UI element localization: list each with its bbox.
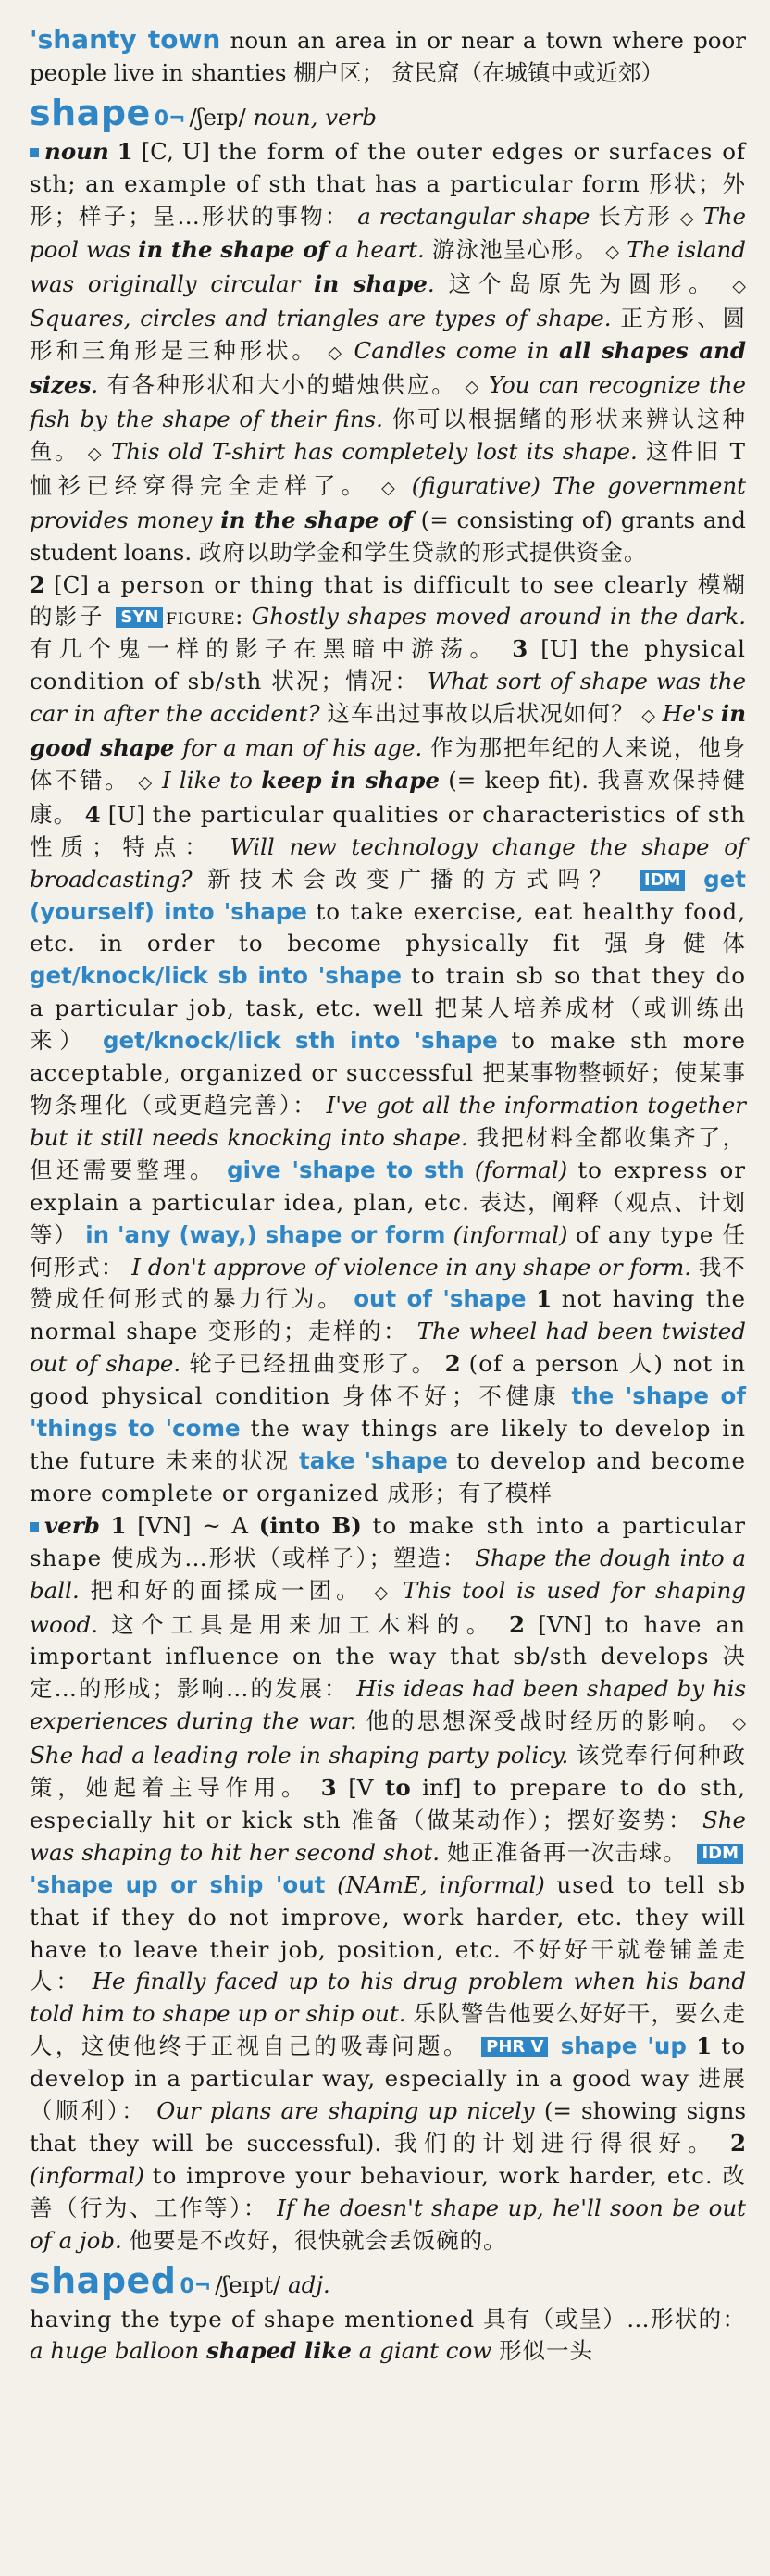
sense-number: 1: [110, 1511, 127, 1539]
example-translation: 你可以根据鳍的形状来辨认这种鱼。: [30, 405, 746, 465]
register-label: (formal): [474, 1156, 568, 1183]
example: Ghostly shapes moved around in the dark.: [251, 603, 747, 631]
grammar-code: [U]: [540, 635, 578, 663]
gloss: (= keep fit).: [439, 766, 590, 794]
idiom-definition: to take exercise, eat healthy food, etc. in order to become physically fit 强身健体: [30, 897, 747, 957]
square-bullet-icon: [30, 1522, 39, 1532]
syn-label: SYN: [116, 607, 163, 628]
example-translation: 我喜欢保持健康。: [30, 766, 747, 828]
example: You can recognize the fish by the shape of their fins.: [30, 371, 746, 432]
grammar-code: [V to inf]: [348, 1774, 462, 1802]
definition: the form of the outer edges or surfaces of sth; an example of sth that has a particular form 形状；外形；样子；呈…形状的事物：: [30, 137, 747, 230]
example: The government provides money in the shape of: [30, 471, 746, 533]
idiom-definition: to make sth more acceptable, organized or successful 把某事物整顿好；使某事物条理化（或更趋完善）：: [30, 1027, 746, 1119]
sense-number: 1: [536, 1285, 553, 1313]
idiom: get/knock/lick sb into 'shape: [30, 962, 402, 990]
example: I've got all the information together but it still needs knocking into shape.: [30, 1092, 746, 1151]
idiom-definition: of any type 任何形式：: [30, 1220, 747, 1281]
idiom: 'shape up or ship 'out: [30, 1870, 326, 1898]
example: a huge balloon shaped like a giant cow: [30, 2337, 492, 2365]
gloss: (= showing signs that they will be successful).: [30, 2097, 747, 2157]
example-translation: 有各种形状和大小的蜡烛供应。: [106, 371, 457, 399]
idiom: in 'any (way,) shape or form: [85, 1220, 446, 1248]
sense-number: 2: [508, 1610, 526, 1638]
diamond-icon: ◇: [732, 276, 747, 297]
example-translation: 我把材料全都收集齐了，但还需要整理。: [30, 1123, 746, 1183]
idiom: out of 'shape: [354, 1285, 527, 1313]
grammar-code: [VN] ~ A: [137, 1511, 249, 1539]
idm-label: IDM: [697, 1844, 743, 1864]
pronunciation: /ʃeɪp/: [189, 103, 246, 131]
pos-label-verb: verb: [44, 1511, 100, 1539]
example: The wheel had been twisted out of shape.: [30, 1318, 746, 1378]
phrasal-definition: to develop in a particular way, especially in a good way 进展（顺利）：: [30, 2032, 747, 2125]
pronunciation: /ʃeɪpt/: [215, 2270, 281, 2298]
part-of-speech: adj.: [288, 2270, 330, 2298]
example-translation: 这车出过事故以后状况如何？: [327, 700, 635, 728]
example: The island was originally circular in shape.: [30, 236, 746, 298]
diamond-icon: ◇: [641, 706, 656, 727]
example-translation: 这个岛原先为圆形。: [448, 270, 719, 298]
example-translation: 该党奉行何种政策，她起着主导作用。: [30, 1742, 746, 1802]
grammar-preposition: (into B): [258, 1511, 362, 1539]
grammar-code: [U]: [107, 800, 145, 828]
example: Candles come in all shapes and sizes.: [30, 337, 747, 399]
idiom-definition: to train sb so that they do a particular job, task, etc. well 把某人培养成材（或训练出来）: [30, 962, 747, 1055]
sense-number: 4: [84, 800, 101, 828]
example-translation: 有几个鬼一样的影子在黑暗中游荡。: [30, 635, 500, 663]
entry-shape: [30, 92, 746, 136]
definition: to have an important influence on the way that sb/sth develops 决定…的形成；影响…的发展：: [30, 1610, 746, 1703]
register-label: (informal): [453, 1220, 568, 1248]
sense-number: 2: [444, 1350, 461, 1378]
example-translation: 游泳池呈心形。: [431, 236, 599, 264]
grammar-code: [C, U]: [141, 137, 210, 165]
definition: the physical condition of sb/sth 状况；情况：: [30, 635, 747, 695]
definition: a person or thing that is difficult to see clearly 模糊的影子: [30, 570, 746, 631]
idiom-definition: to develop and become more complete or organized 成形；有了模样: [30, 1446, 746, 1507]
example: The pool was in the shape of a heart.: [30, 202, 747, 264]
phrasal-definition: to improve your behaviour, work harder, etc. 改善（行为、工作等）：: [30, 2161, 746, 2221]
sense-number: 3: [512, 635, 528, 663]
diamond-icon: ◇: [605, 242, 620, 263]
example: What sort of shape was the car in after the accident?: [30, 668, 747, 728]
register-label: (NAmE, informal): [337, 1870, 545, 1898]
example: If he doesn't shape up, he'll soon be out of a job.: [30, 2194, 746, 2254]
diamond-icon: ◇: [374, 1582, 392, 1603]
definition: to make sth into a particular shape 使成为…形状（或样子）；塑造：: [30, 1511, 746, 1571]
example: Shape the dough into a ball.: [30, 1544, 747, 1604]
example: He finally faced up to his drug problem when his band told him to shape up or ship out.: [30, 1968, 747, 2028]
example-translation: 我们的计划进行得很好。: [394, 2130, 717, 2157]
example-translation: 他要是不改好，很快就会丢饭碗的。: [129, 2226, 507, 2254]
gloss: (= consisting of) grants and student loans.: [30, 506, 746, 566]
sense-number: 2: [30, 570, 46, 598]
example: He's in good shape for a man of his age.: [30, 700, 747, 762]
example: Will new technology change the shape of broadcasting?: [30, 832, 747, 893]
example: Our plans are shaping up nicely: [156, 2097, 535, 2125]
example-translation: 这个工具是用来加工木料的。: [111, 1610, 496, 1638]
verb-block: [30, 1510, 746, 2257]
diamond-icon: ◇: [328, 343, 344, 364]
example-translation: 这件旧 T 恤衫已经穿得完全走样了。: [30, 437, 746, 499]
definition: to prepare to do sth, especially hit or kick sth 准备（做某动作）；摆好姿势：: [30, 1774, 747, 1833]
headword: shaped: [30, 2259, 177, 2301]
example-translation: 我不赞成任何形式的暴力行为。: [30, 1253, 746, 1313]
register-label: (figurative): [411, 471, 540, 499]
example-translation: 作为那把年纪的人来说，他身体不错。: [30, 734, 746, 794]
diamond-icon: ◇: [679, 207, 695, 229]
example-translation: 长方形: [598, 202, 672, 230]
entry-shanty-town: [30, 24, 746, 90]
idiom: take 'shape: [299, 1446, 448, 1474]
definition: having the type of shape mentioned 具有（或呈）…形状的：: [30, 2305, 746, 2332]
example: I don't approve of violence in any shape or form.: [131, 1253, 692, 1281]
example: a rectangular shape: [357, 202, 590, 230]
part-of-speech: noun, verb: [253, 103, 377, 131]
example-translation: 政府以助学金和学生贷款的形式提供资金。: [198, 538, 648, 566]
phrv-label: PHR V: [481, 2037, 548, 2057]
register-label: (informal): [30, 2161, 144, 2189]
phrasal-verb: shape 'up: [560, 2032, 687, 2060]
synonym: figure: [166, 603, 236, 631]
idiom-definition: used to tell sb that if they do not improve, work harder, etc. they will have to leave their job, position, etc. 不好好干就卷铺盖走人：: [30, 1870, 747, 1995]
example-translation: 轮子已经扭曲变形了。: [189, 1350, 437, 1378]
pos-label-noun: noun: [44, 137, 109, 165]
headword: 'shanty town: [30, 24, 221, 55]
key-word-icon: 0¬: [154, 106, 186, 131]
idiom: the 'shape of 'things to 'come: [30, 1382, 746, 1443]
definition: the particular qualities or characteristics of sth 性质；特点：: [30, 800, 747, 860]
idiom-definition: not having the normal shape 变形的；走样的：: [30, 1285, 746, 1345]
diamond-icon: ◇: [381, 477, 400, 498]
example-translation: 新技术会改变广播的方式吗？: [207, 865, 622, 893]
example: This tool is used for shaping wood.: [30, 1576, 746, 1638]
sense-number: 1: [696, 2032, 713, 2060]
headword: shape: [30, 92, 151, 133]
idiom-definition: to express or explain a particular idea, plan, etc. 表达，阐释（观点、计划等）: [30, 1156, 746, 1248]
idiom-definition: the way things are likely to develop in the future 未来的状况: [30, 1415, 746, 1474]
definition: noun an area in or near a town where poor people live in shanties 棚户区； 贫民窟（在城镇中或近郊）: [30, 27, 746, 86]
diamond-icon: ◇: [465, 377, 480, 398]
sense-number: 3: [320, 1774, 337, 1802]
diamond-icon: ◇: [138, 771, 154, 793]
diamond-icon: ◇: [87, 443, 103, 464]
grammar-code: [VN]: [538, 1610, 592, 1638]
example: I like to keep in shape: [161, 766, 440, 794]
key-word-icon: 0¬: [180, 2274, 212, 2298]
sense-number: 1: [117, 137, 133, 165]
entry-shaped: [30, 2259, 746, 2369]
example-translation: 乐队警告他要么好好干，要么走人，这使他终于正视自己的吸毒问题。: [30, 2000, 746, 2060]
example: His ideas had been shaped by his experiences during the war.: [30, 1675, 747, 1735]
example: She was shaping to hit her second shot.: [30, 1806, 746, 1866]
idiom: get (yourself) into 'shape: [30, 865, 746, 925]
example-translation: 正方形、圆形和三角形是三种形状。: [30, 305, 746, 365]
example-translation: 他的思想深受战时经历的影响。: [366, 1707, 724, 1735]
example: She had a leading role in shaping party policy.: [30, 1742, 569, 1769]
sense-number: 2: [729, 2130, 746, 2157]
example-translation: 形似一头: [498, 2337, 593, 2365]
example: Squares, circles and triangles are types of shape.: [30, 305, 612, 332]
example-translation: 把和好的面揉成一团。: [90, 1576, 364, 1604]
idiom: give 'shape to sth: [227, 1156, 465, 1183]
grammar-code: [C]: [54, 570, 89, 598]
example-translation: 她正准备再一次击球。: [447, 1838, 688, 1866]
example: This old T-shirt has completely lost its shape.: [110, 437, 638, 465]
idiom: get/knock/lick sth into 'shape: [102, 1027, 498, 1055]
noun-block: noun 1 [C, U] the form of the outer edges or surfaces of sth; an example of sth that has a particular form 形状；外形；样子；呈…形状的事物： a rectangular shape 长方形 ◇ The pool was in the shape of a heart. 游泳池呈心形。 ◇ The island was originally circular in shape. 这个岛原先为圆形。 ◇ Squares, circles and triangles are types of shape. 正方形、圆形和三角形是三种形状。 ◇ Candles come in all shapes and sizes. 有各种形状和大小的蜡烛供应。 ◇ You can recognize the fish by the shape of their fins. 你可以根据鳍的形状来辨认这种鱼。 ◇ This old T-shirt has completely lost its shape. 这件旧 T 恤衫已经穿得完全走样了。 ◇ (figurative) The government provides money in the shape of (= consisting of) grants and student loans. 政府以助学金和学生贷款的形式提供资金。 2 [C] a person or thing that is difficult to see clearly 模糊的影子 SYN figure: Ghostly shapes moved around in the dark. 有几个鬼一样的影子在黑暗中游荡。 3 [U] the physical condition of sb/sth 状况；情况： What sort of shape was the car in after the accident? 这车出过事故以后状况如何？ ◇ He's in good shape for a man of his age. 作为那把年纪的人来说，他身体不错。 ◇ I like to keep in shape (= keep fit). 我喜欢保持健康。 4 [U] the particular qualities or characteristics of sth 性质；特点： Will new technology change the shape of broadcasting? 新技术会改变广播的方式吗？ IDM get (yourself) into 'shape to take exercise, eat healthy food, etc. in order to become physically fit 强身健体 get/knock/lick sb into 'shape to train sb so that they do a particular job, task, etc. well 把某人培养成材（或训练出来） get/knock/lick sth into 'shape to make sth more acceptable, organized or successful 把某事物整顿好；使某事物条理化（或更趋完善）： I've got all the information together but it still needs knocking into shape. 我把材料全都收集齐了，但还需要整理。 give 'shape to sth (formal) to express or explain a particular idea, plan, etc. 表达，阐释（观点、计划等） in 'any (way,) shape or form (informal) of any type 任何形式： I don't approve of violence in any shape or form. 我不赞成任何形式的暴力行为。 out of 'shape 1 not having the normal shape 变形的；走样的： The wheel had been twisted out of shape. 轮子已经扭曲变形了。 2 (of a person 人) not in good physical condition 身体不好；不健康 the 'shape of 'things to 'come the way things are likely to develop in the future 未来的状况 take 'shape to develop and become more complete or organized 成形；有了模样: [30, 137, 747, 1507]
diamond-icon: ◇: [732, 1713, 746, 1734]
idm-label: IDM: [640, 870, 686, 891]
idiom-definition: (of a person 人) not in good physical condition 身体不好；不健康: [30, 1350, 747, 1410]
square-bullet-icon: [30, 148, 39, 157]
